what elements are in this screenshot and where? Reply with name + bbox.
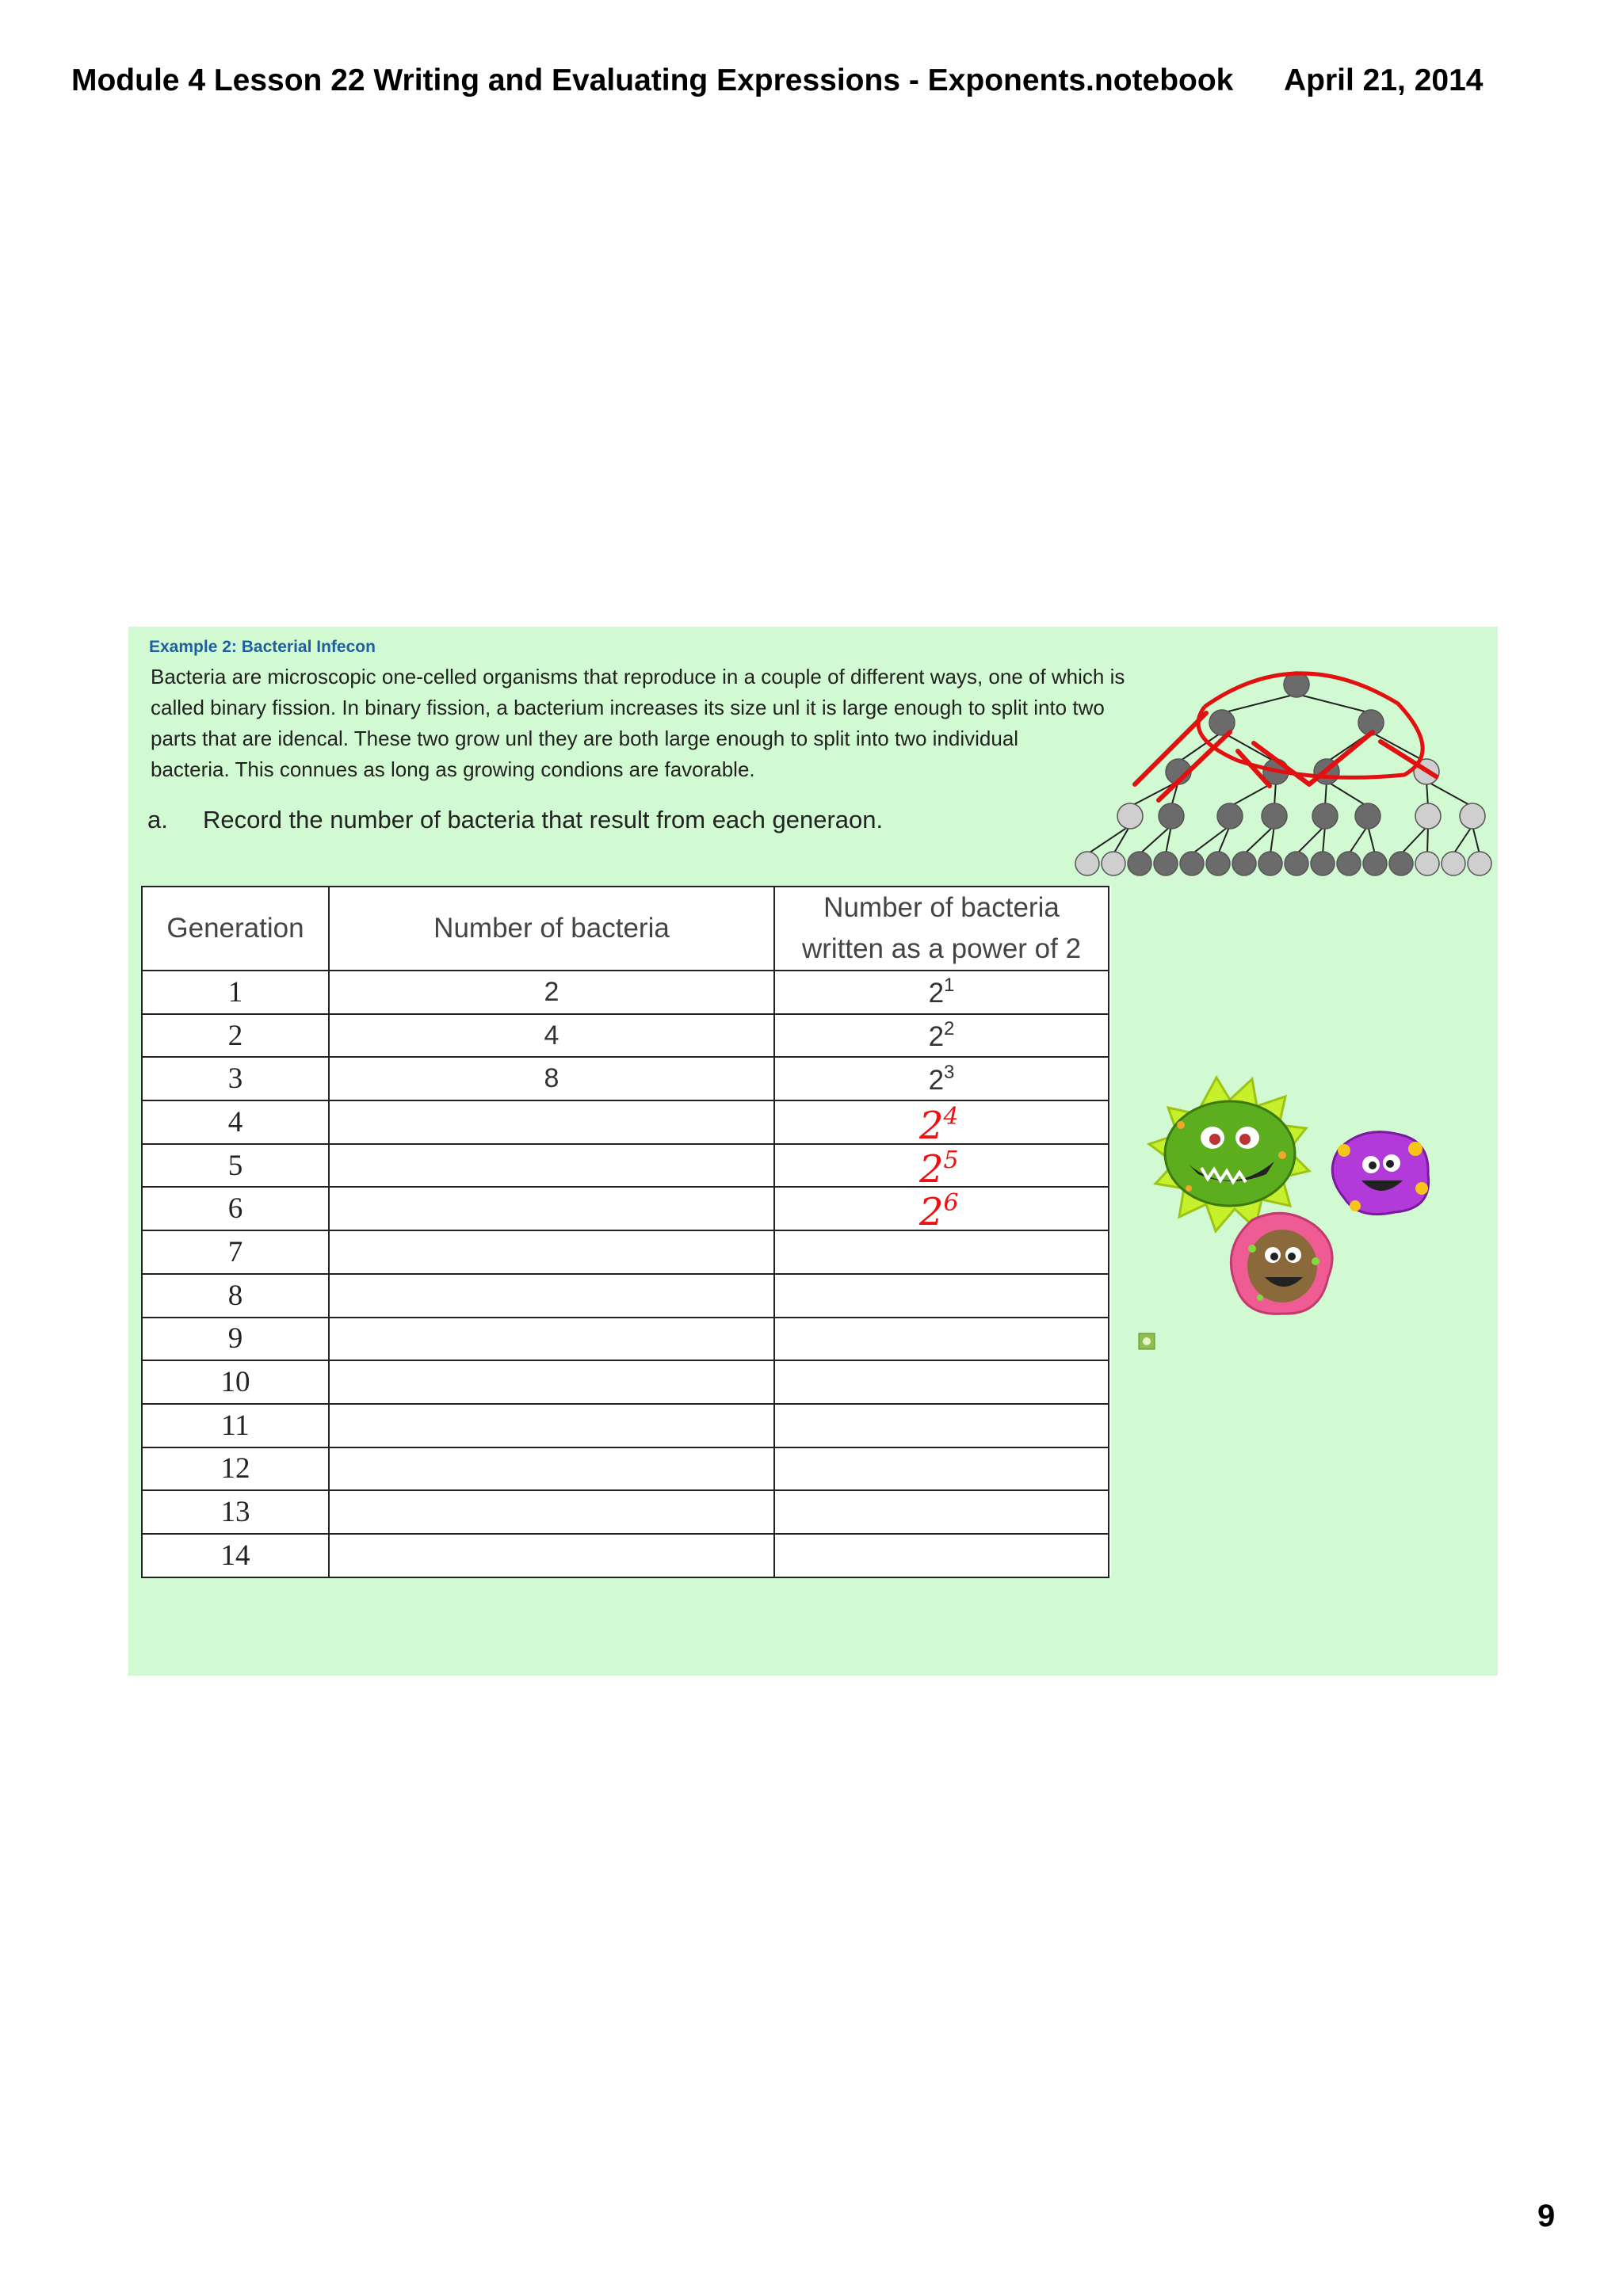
table-row [142,1014,1109,1058]
bacterium-node [1355,803,1381,829]
fission-arrow [1371,732,1426,762]
paragraph-line: bacteria. This connues as long as growing condions are favorable. [151,757,755,781]
generation-cell: 8 [142,1274,329,1318]
table-row [142,1187,1109,1230]
handwritten-power [919,1183,959,1233]
fission-arrow [1327,781,1368,807]
table-row [142,1404,1109,1447]
question-label: a. [147,806,168,833]
power-base: 2 [928,1064,945,1096]
question-text: Record the number of bacteria that result from each generaon. [203,806,884,833]
page-number: 9 [1537,2199,1556,2233]
fission-arrow [1349,826,1368,854]
table-header-row [142,887,1109,971]
power-exponent: 1 [944,974,955,997]
paragraph-line: parts that are idencal. These two grow unl they are both large enough to split into two individual [151,727,1019,750]
power-of-two-cell [774,1534,1109,1577]
bacterium-node [1415,852,1439,875]
power-expression [928,974,955,1009]
generation-cell: 1 [142,971,329,1014]
bacteria-count-cell [329,1318,774,1361]
green-germ-icon [1149,1077,1309,1231]
handwritten-power [919,1097,959,1149]
fission-arrow [1087,826,1130,854]
fission-arrow [1274,781,1276,807]
question-a [147,806,883,834]
power-base: 2 [928,1021,945,1053]
bacteria-count-cell [329,1100,774,1144]
bacteria-count-cell: 2 [329,971,774,1014]
generation-cell: 7 [142,1230,329,1274]
bacterium-node [1217,803,1243,829]
bacterium-node [1180,852,1204,875]
bacterium-node [1468,852,1491,875]
handwritten-base: 2 [919,1104,944,1149]
power-base: 2 [928,978,945,1009]
bacterium-node [1117,803,1143,829]
generation-table [141,886,1109,1578]
fission-arrow [1244,826,1274,854]
power-of-two-cell [774,1057,1109,1100]
bacterium-node [1312,803,1338,829]
handwritten-exponent: 6 [943,1189,959,1218]
bacterium-node [1442,852,1465,875]
bacterium-node [1154,852,1178,875]
power-of-two-cell [774,1490,1109,1534]
logo-icon [1138,1333,1155,1350]
fission-arrow [1426,781,1428,807]
power-of-two-cell [774,1360,1109,1404]
bacteria-count-cell [329,1404,774,1447]
bacteria-count-cell: 4 [329,1014,774,1058]
power-of-two-cell [774,1014,1109,1058]
power-of-two-cell [774,1187,1109,1235]
bacteria-count-cell [329,1534,774,1577]
pink-germ-icon [1231,1213,1332,1314]
generation-cell: 11 [142,1404,329,1447]
power-of-two-cell [774,1230,1109,1274]
table-body [142,971,1109,1577]
bacterium-node [1389,852,1413,875]
bacteria-count-cell [329,1187,774,1230]
power-expression [928,1018,955,1053]
binary-fission-tree-diagram [1071,666,1499,879]
bacteria-count-cell [329,1274,774,1318]
table-row [142,1490,1109,1534]
bacterium-node [1258,852,1282,875]
handwritten-exponent: 4 [943,1103,959,1131]
bacterium-node [1262,803,1287,829]
bacteria-count-cell [329,1230,774,1274]
header-power [774,887,1109,971]
generation-cell: 2 [142,1014,329,1058]
paragraph-line: called binary fission. In binary fission, a bacterium increases its size unl it is large enough to split into two [151,696,1105,719]
bacterium-node [1363,852,1387,875]
bacterium-node [1285,852,1308,875]
bacterium-node [1128,852,1151,875]
generation-cell: 13 [142,1490,329,1534]
table-row [142,1274,1109,1318]
generation-cell: 10 [142,1360,329,1404]
table-row [142,1144,1109,1188]
generation-cell: 12 [142,1447,329,1491]
table-row [142,971,1109,1014]
bacterium-node [1159,803,1184,829]
power-exponent: 3 [944,1061,955,1083]
purple-germ-icon [1332,1132,1428,1215]
table-row [142,1057,1109,1100]
handwritten-base: 2 [919,1146,944,1192]
handwritten-exponent: 5 [943,1146,959,1174]
power-of-two-cell [774,1100,1109,1149]
power-of-two-cell [774,1447,1109,1491]
bacterium-node [1206,852,1230,875]
bacterium-node [1102,852,1125,875]
header-power-line2: written as a power of 2 [801,933,1082,964]
bacterium-node [1075,852,1099,875]
fission-arrow [1401,826,1428,854]
fission-arrow [1325,781,1327,807]
power-of-two-cell [774,971,1109,1014]
generation-cell: 5 [142,1144,329,1188]
power-of-two-cell [774,1404,1109,1447]
header-power-line1: Number of bacteria [823,892,1060,923]
fission-arrow [1472,826,1480,854]
generation-cell: 6 [142,1187,329,1230]
generation-cell: 14 [142,1534,329,1577]
fission-arrow [1368,826,1375,854]
fission-arrow [1222,694,1296,713]
table-row [142,1318,1109,1361]
bacterium-node [1337,852,1361,875]
red-strike-annotation [1135,713,1436,800]
table-row [142,1534,1109,1577]
fission-arrow [1453,826,1472,854]
generation-cell: 4 [142,1100,329,1144]
table-row [142,1100,1109,1144]
fission-arrow [1427,826,1428,854]
handwritten-power [919,1140,959,1190]
bacteria-count-cell [329,1144,774,1188]
bacteria-count-cell [329,1447,774,1491]
fission-arrow [1323,826,1325,854]
power-of-two-cell [774,1144,1109,1192]
generation-table-wrap [141,886,1111,1577]
generation-cell: 3 [142,1057,329,1100]
power-exponent: 2 [944,1018,955,1040]
cartoon-germs-illustration [1133,1062,1458,1347]
power-expression [928,1061,955,1096]
power-of-two-cell [774,1318,1109,1361]
bacteria-count-cell: 8 [329,1057,774,1100]
fission-arrow [1296,826,1325,854]
bacteria-count-cell [329,1360,774,1404]
header-date: April 21, 2014 [1284,63,1484,97]
header-number: Number of bacteria [329,887,774,971]
power-of-two-cell [774,1274,1109,1318]
example-title: Example 2: Bacterial Infecon [149,638,376,656]
generation-cell: 9 [142,1318,329,1361]
header-generation: Generation [142,887,329,971]
bacteria-count-cell [329,1490,774,1534]
header-title: Module 4 Lesson 22 Writing and Evaluating Expressions - Exponents.notebook [71,63,1234,97]
table-row [142,1360,1109,1404]
handwritten-base: 2 [919,1190,944,1235]
paragraph-line: Bacteria are microscopic one-celled organisms that reproduce in a couple of different ways, one of which is [151,665,1125,688]
table-row [142,1447,1109,1491]
bacterium-node [1311,852,1335,875]
table-row [142,1230,1109,1274]
fission-arrow [1296,694,1371,713]
bacterium-node [1415,803,1441,829]
bacterium-node [1232,852,1256,875]
fission-arrow [1426,781,1472,807]
bacterium-node [1460,803,1485,829]
fission-arrow [1113,826,1130,854]
